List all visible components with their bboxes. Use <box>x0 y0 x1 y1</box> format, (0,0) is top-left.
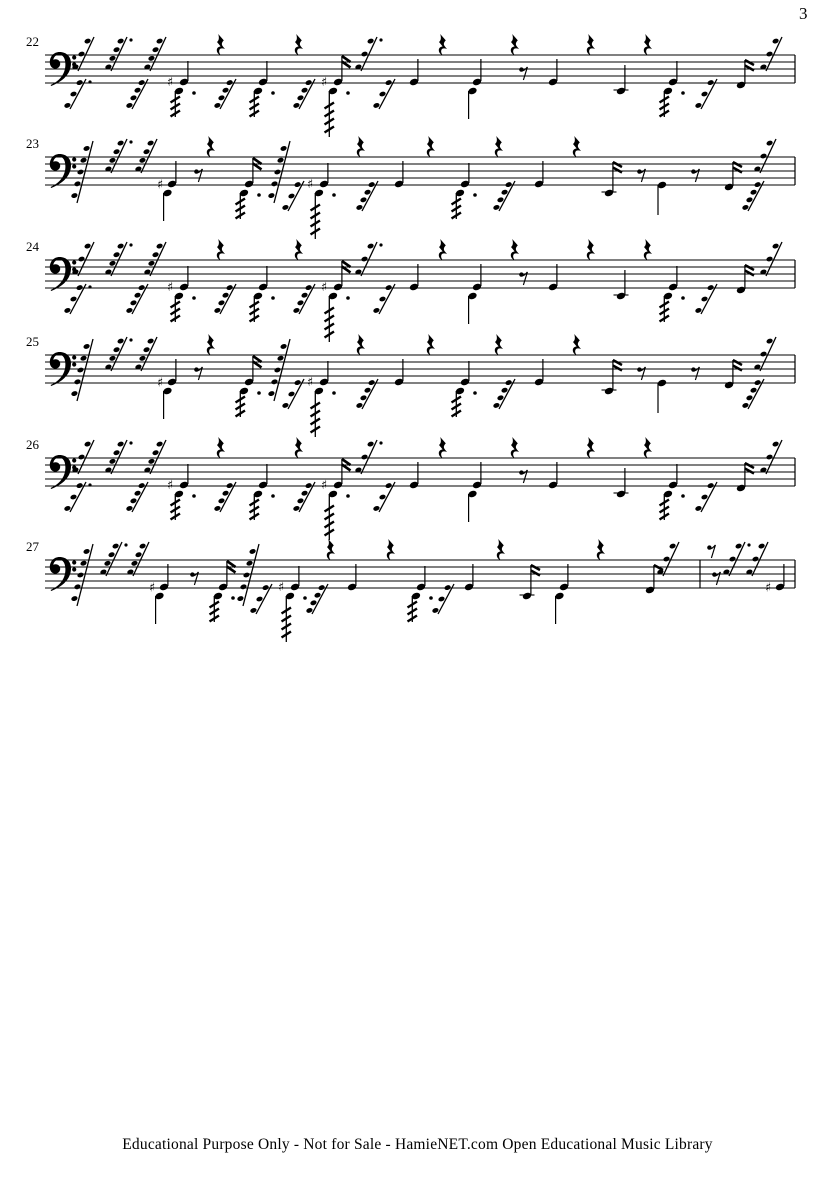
sharp-icon: ♯ <box>167 279 174 294</box>
augmentation-dot <box>88 483 91 486</box>
grace-note-head <box>152 449 160 456</box>
augmentation-dot <box>192 91 196 95</box>
grace-note-head <box>117 338 125 345</box>
grace-note-head <box>77 572 85 579</box>
grace-note-head <box>772 243 780 250</box>
quarter-rest <box>573 334 581 356</box>
grace-note-head <box>117 441 125 448</box>
quarter-rest <box>327 539 335 561</box>
augmentation-dot <box>429 596 433 600</box>
grace-note-head <box>113 251 121 258</box>
augmentation-dot <box>129 338 132 341</box>
grace-note-head <box>752 556 760 563</box>
augmentation-dot <box>257 193 261 197</box>
grace-note-head <box>280 145 288 152</box>
grace-note-head <box>71 595 79 602</box>
sharp-icon: ♯ <box>157 176 164 192</box>
augmentation-dot <box>473 391 477 395</box>
grace-note-head <box>367 243 375 250</box>
grace-note-head <box>361 256 369 263</box>
grace-note-head <box>156 38 164 45</box>
quarter-rest <box>497 539 505 561</box>
grace-note-head <box>104 560 112 567</box>
measure-number: 23 <box>26 136 39 151</box>
quarter-rest <box>573 136 581 158</box>
grace-note-head <box>156 243 164 250</box>
augmentation-dot <box>257 391 261 395</box>
grace-note-head <box>83 548 91 555</box>
sharp-icon: ♯ <box>167 477 174 492</box>
grace-note-head <box>156 441 164 448</box>
grace-note-head <box>83 145 91 152</box>
sharp-icon: ♯ <box>157 374 164 390</box>
augmentation-dot <box>231 596 235 600</box>
grace-note-head <box>108 551 116 558</box>
augmentation-dot <box>681 296 685 300</box>
grace-note-head <box>277 157 285 164</box>
flag-beam <box>613 168 622 173</box>
augmentation-dot <box>681 91 685 95</box>
augmentation-dot <box>271 494 275 498</box>
quarter-rest <box>495 136 503 158</box>
quarter-rest <box>511 437 519 459</box>
grace-note-head <box>78 51 86 58</box>
grace-note-head <box>78 454 86 461</box>
grace-note-head <box>729 556 737 563</box>
quarter-rest <box>357 136 365 158</box>
quarter-rest <box>439 239 447 261</box>
grace-note-head <box>148 55 156 62</box>
grace-note-head <box>147 140 155 147</box>
grace-note-head <box>143 346 151 353</box>
quarter-rest <box>387 539 395 561</box>
grace-note-head <box>71 390 79 397</box>
quarter-rest <box>427 136 435 158</box>
grace-note-head <box>152 46 160 53</box>
grace-note-head <box>109 458 117 465</box>
quarter-rest <box>217 34 225 56</box>
quarter-rest <box>207 136 215 158</box>
grace-note-head <box>84 441 92 448</box>
augmentation-dot <box>332 193 336 197</box>
augmentation-dot <box>681 494 685 498</box>
grace-note-head <box>760 351 768 358</box>
augmentation-dot <box>332 391 336 395</box>
quarter-rest <box>207 334 215 356</box>
grace-note-head <box>78 256 86 263</box>
grace-note-head <box>766 51 774 58</box>
augmentation-dot <box>88 80 91 83</box>
grace-note-head <box>113 46 121 53</box>
augmentation-dot <box>192 494 196 498</box>
grace-note-head <box>77 169 85 176</box>
grace-note-head <box>758 543 766 550</box>
quarter-rest <box>597 539 605 561</box>
augmentation-dot <box>379 243 382 246</box>
grace-note-head <box>280 343 288 350</box>
augmentation-dot <box>473 193 477 197</box>
footer-text: Educational Purpose Only - Not for Sale - HamieNET.com Open Educational Music Library <box>122 1136 713 1153</box>
grace-note-head <box>772 441 780 448</box>
quarter-rest <box>644 34 652 56</box>
grace-note-head <box>367 441 375 448</box>
quarter-rest <box>644 239 652 261</box>
sharp-icon: ♯ <box>167 74 174 89</box>
grace-note-head <box>109 260 117 267</box>
flag-beam <box>613 366 622 371</box>
grace-note-head <box>83 343 91 350</box>
augmentation-dot <box>88 285 91 288</box>
grace-note-head <box>760 153 768 160</box>
grace-note-head <box>766 140 774 147</box>
augmentation-dot <box>271 91 275 95</box>
flag-beam <box>745 66 754 71</box>
grace-note-head <box>271 379 279 386</box>
quarter-rest <box>587 239 595 261</box>
measure-number: 25 <box>26 334 39 349</box>
quarter-rest <box>217 437 225 459</box>
grace-note-head <box>139 543 147 550</box>
grace-note-head <box>109 55 117 62</box>
grace-note-head <box>71 192 79 199</box>
grace-note-head <box>112 543 120 550</box>
grace-note-head <box>74 379 82 386</box>
sharp-icon: ♯ <box>765 579 772 595</box>
grace-note-head <box>240 584 248 591</box>
sharp-icon: ♯ <box>321 477 328 492</box>
quarter-rest <box>495 334 503 356</box>
sharp-icon: ♯ <box>307 176 314 191</box>
grace-note-head <box>139 157 147 164</box>
augmentation-dot <box>346 296 350 300</box>
grace-note-head <box>147 338 155 345</box>
grace-note-head <box>113 148 121 155</box>
augmentation-dot <box>346 91 350 95</box>
augmentation-dot <box>129 140 132 143</box>
grace-note-head <box>109 355 117 362</box>
augmentation-dot <box>379 441 382 444</box>
augmentation-dot <box>271 296 275 300</box>
quarter-rest <box>439 34 447 56</box>
grace-note-head <box>766 256 774 263</box>
grace-note-head <box>80 157 88 164</box>
grace-note-head <box>109 157 117 164</box>
grace-note-head <box>268 192 276 199</box>
grace-note-head <box>237 595 245 602</box>
quarter-rest <box>295 437 303 459</box>
quarter-rest <box>295 34 303 56</box>
grace-note-head <box>77 367 85 374</box>
sharp-icon: ♯ <box>149 579 156 595</box>
sharp-icon: ♯ <box>307 374 314 389</box>
grace-note-head <box>249 548 257 555</box>
grace-note-head <box>131 560 139 567</box>
grace-note-head <box>84 243 92 250</box>
grace-note-head <box>135 551 143 558</box>
quarter-rest <box>295 239 303 261</box>
sharp-icon: ♯ <box>321 279 328 294</box>
augmentation-dot <box>303 596 307 600</box>
grace-note-head <box>246 560 254 567</box>
quarter-rest <box>511 239 519 261</box>
grace-note-head <box>735 543 743 550</box>
grace-note-head <box>117 38 125 45</box>
grace-note-head <box>669 543 677 550</box>
augmentation-dot <box>129 38 132 41</box>
grace-note-head <box>80 355 88 362</box>
quarter-rest <box>511 34 519 56</box>
quarter-rest <box>427 334 435 356</box>
grace-note-head <box>268 390 276 397</box>
quarter-rest <box>644 437 652 459</box>
measure-number: 22 <box>26 34 39 49</box>
flag-beam <box>733 168 742 173</box>
grace-note-head <box>113 346 121 353</box>
augmentation-dot <box>192 296 196 300</box>
grace-note-head <box>766 338 774 345</box>
grace-note-head <box>74 181 82 188</box>
flag-beam <box>733 366 742 371</box>
grace-note-head <box>766 454 774 461</box>
sharp-icon: ♯ <box>321 74 328 89</box>
grace-note-head <box>274 367 282 374</box>
quarter-rest <box>217 239 225 261</box>
augmentation-dot <box>129 441 132 444</box>
augmentation-dot <box>346 494 350 498</box>
grace-note-head <box>277 355 285 362</box>
flag-beam <box>745 469 754 474</box>
sharp-icon: ♯ <box>278 579 285 594</box>
augmentation-dot <box>124 543 127 546</box>
flag-beam <box>745 271 754 276</box>
quarter-rest <box>587 34 595 56</box>
grace-note-head <box>113 449 121 456</box>
grace-note-head <box>74 584 82 591</box>
grace-note-head <box>80 560 88 567</box>
grace-note-head <box>117 140 125 147</box>
grace-note-head <box>152 251 160 258</box>
page-number: 3 <box>799 4 808 23</box>
quarter-rest <box>587 437 595 459</box>
grace-note-head <box>148 458 156 465</box>
grace-note-head <box>148 260 156 267</box>
measure-number: 26 <box>26 437 39 452</box>
measure-number: 27 <box>26 539 39 554</box>
augmentation-dot <box>129 243 132 246</box>
augmentation-dot <box>379 38 382 41</box>
measure-number: 24 <box>26 239 39 254</box>
flag-beam <box>531 571 540 576</box>
grace-note-head <box>663 556 671 563</box>
augmentation-dot <box>747 543 750 546</box>
grace-note-head <box>361 51 369 58</box>
grace-note-head <box>274 169 282 176</box>
grace-note-head <box>143 148 151 155</box>
quarter-rest <box>439 437 447 459</box>
grace-note-head <box>139 355 147 362</box>
grace-note-head <box>117 243 125 250</box>
grace-note-head <box>271 181 279 188</box>
grace-note-head <box>243 572 251 579</box>
grace-note-head <box>84 38 92 45</box>
grace-note-head <box>361 454 369 461</box>
quarter-rest <box>357 334 365 356</box>
grace-note-head <box>367 38 375 45</box>
grace-note-head <box>772 38 780 45</box>
